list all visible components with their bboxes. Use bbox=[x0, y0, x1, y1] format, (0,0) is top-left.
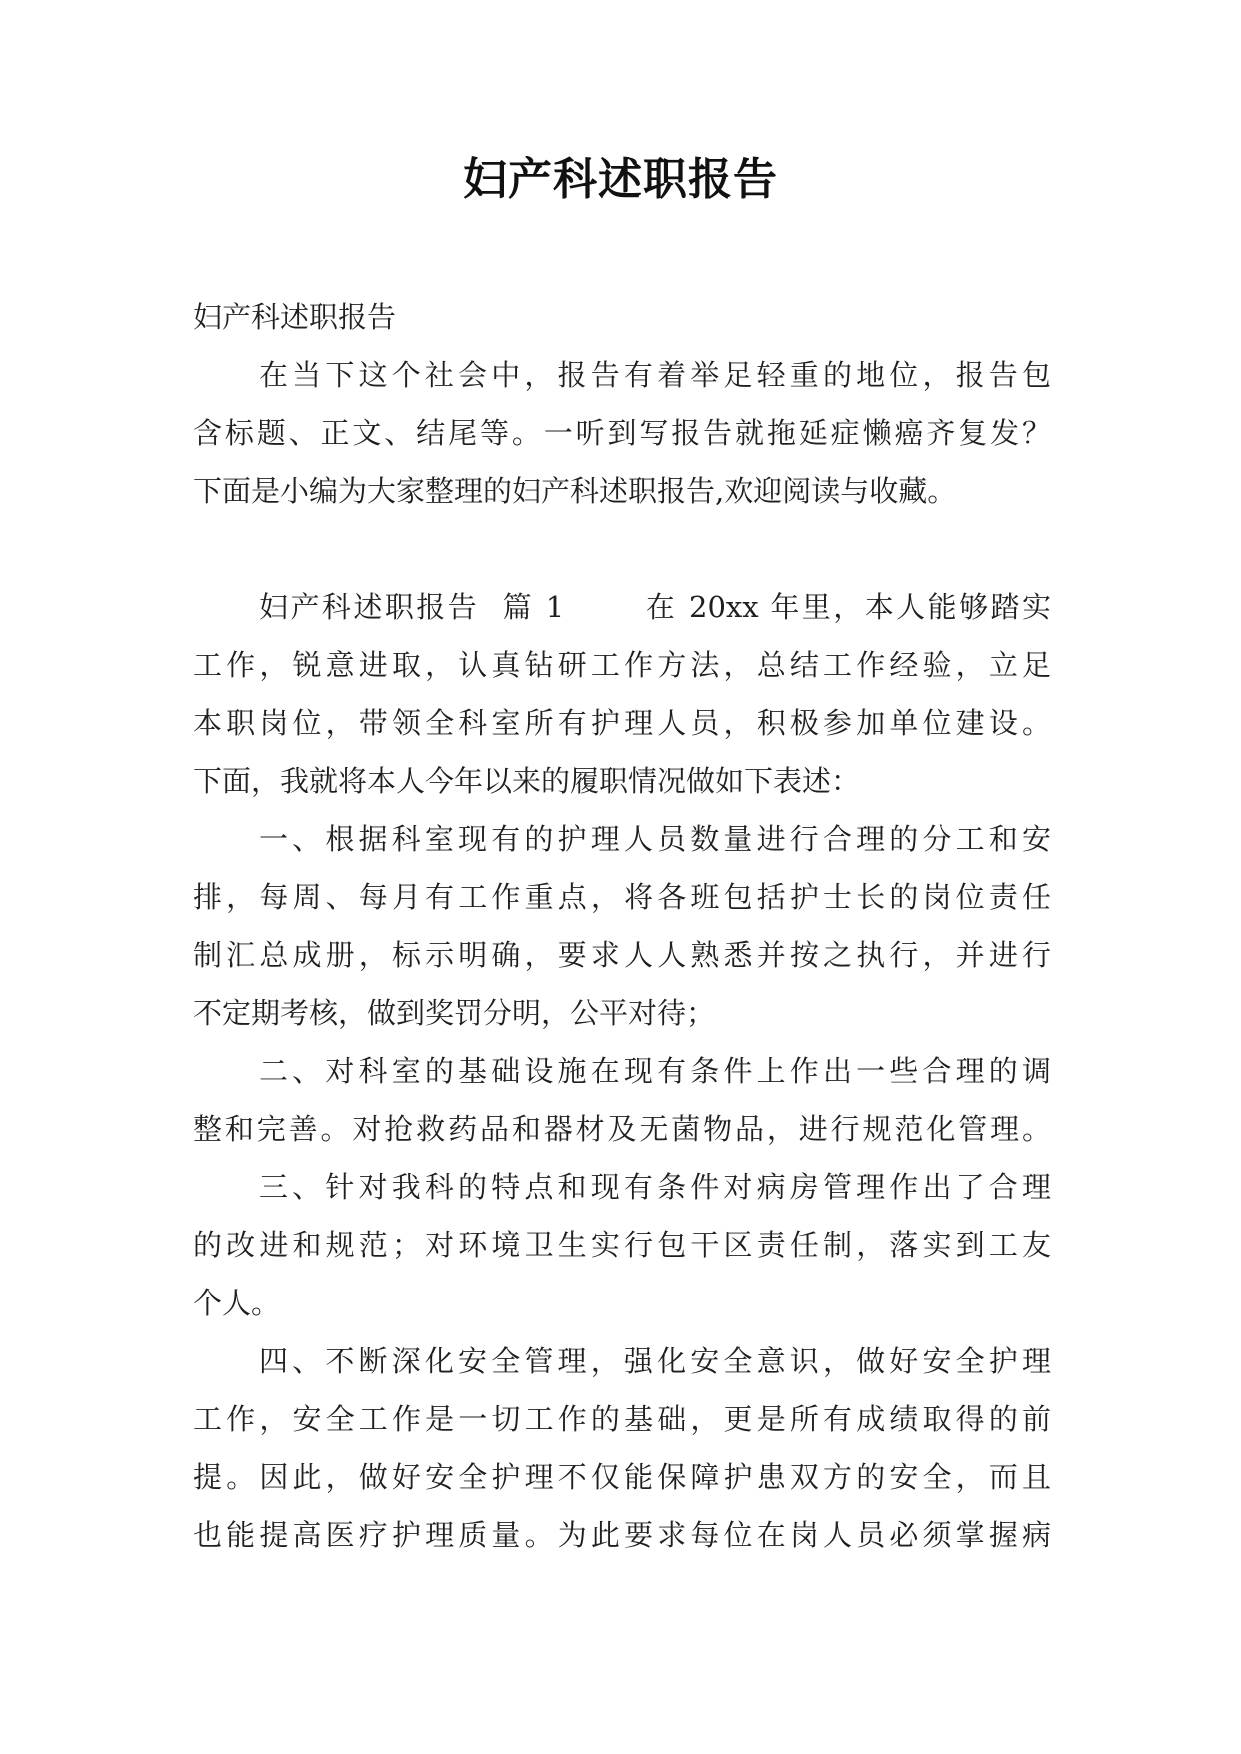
paragraph-line: 本职岗位，带领全科室所有护理人员，积极参加单位建设。 bbox=[193, 706, 1051, 740]
item-2-paragraph bbox=[193, 1042, 1051, 1158]
item-4-paragraph bbox=[193, 1332, 1051, 1564]
paragraph-line: 下面是小编为大家整理的妇产科述职报告,欢迎阅读与收藏。 bbox=[193, 474, 957, 508]
paragraph-line: 整和完善。对抢救药品和器材及无菌物品，进行规范化管理。 bbox=[193, 1112, 1051, 1146]
paragraph-line: 妇产科述职报告 篇 1 在 20xx 年里，本人能够踏实 bbox=[259, 590, 1051, 624]
paragraph-line: 个人。 bbox=[193, 1286, 281, 1320]
paragraph-line: 也能提高医疗护理质量。为此要求每位在岗人员必须掌握病 bbox=[193, 1518, 1051, 1552]
paragraph-line: 排，每周、每月有工作重点，将各班包括护士长的岗位责任 bbox=[193, 880, 1051, 914]
document-title: 妇产科述职报告 bbox=[463, 154, 778, 205]
paragraph-line: 的改进和规范；对环境卫生实行包干区责任制，落实到工友 bbox=[193, 1228, 1051, 1262]
document-body bbox=[193, 288, 1051, 1564]
paragraph-line: 工作，锐意进取，认真钻研工作方法，总结工作经验，立足 bbox=[193, 648, 1051, 682]
paragraph-line: 下面，我就将本人今年以来的履职情况做如下表述： bbox=[193, 764, 861, 798]
section-1-paragraph bbox=[193, 578, 1051, 810]
intro-paragraph bbox=[193, 346, 1051, 520]
item-3-paragraph bbox=[193, 1158, 1051, 1332]
paragraph-line: 三、针对我科的特点和现有条件对病房管理作出了合理 bbox=[259, 1170, 1051, 1204]
paragraph-line: 提。因此，做好安全护理不仅能保障护患双方的安全，而且 bbox=[193, 1460, 1051, 1494]
paragraph-line: 四、不断深化安全管理，强化安全意识，做好安全护理 bbox=[259, 1344, 1051, 1378]
document-subtitle: 妇产科述职报告 bbox=[193, 300, 397, 334]
paragraph-line: 在当下这个社会中，报告有着举足轻重的地位，报告包 bbox=[259, 358, 1051, 392]
paragraph-line: 一、根据科室现有的护理人员数量进行合理的分工和安 bbox=[259, 822, 1051, 856]
paragraph-line: 制汇总成册，标示明确，要求人人熟悉并按之执行，并进行 bbox=[193, 938, 1051, 972]
paragraph-line: 二、对科室的基础设施在现有条件上作出一些合理的调 bbox=[259, 1054, 1051, 1088]
paragraph-gap bbox=[193, 520, 1051, 578]
paragraph-line: 工作，安全工作是一切工作的基础，更是所有成绩取得的前 bbox=[193, 1402, 1051, 1436]
paragraph-line: 不定期考核，做到奖罚分明，公平对待； bbox=[193, 996, 716, 1030]
item-1-paragraph bbox=[193, 810, 1051, 1042]
paragraph-line: 含标题、正文、结尾等。一听到写报告就拖延症懒癌齐复发？ bbox=[193, 416, 1051, 450]
